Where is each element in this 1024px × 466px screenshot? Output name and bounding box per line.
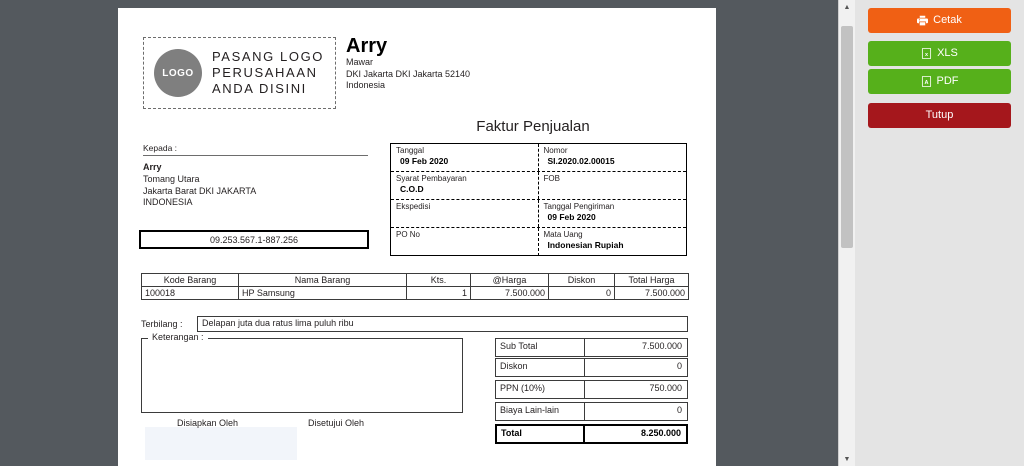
npwp-value: 09.253.567.1-887.256 (209, 234, 299, 245)
column-header-total-harga: Total Harga (615, 274, 689, 287)
export-pdf-button-label: PDF (936, 75, 959, 87)
bill-to-label: Kepada : (143, 143, 178, 153)
company-address-line-2: DKI Jakarta DKI Jakarta 52140 (346, 68, 471, 79)
column-header-kode-barang: Kode Barang (142, 274, 239, 287)
meta-label: Tanggal Pengiriman (543, 202, 615, 211)
logo-prompt-line-1: PASANG LOGO (212, 49, 324, 64)
grand-total-label: Total (495, 424, 585, 444)
meta-row (391, 172, 686, 200)
meta-value: SI.2020.02.00015 (547, 156, 615, 166)
invoice-meta-table (390, 143, 687, 256)
meta-cell-fob (539, 172, 687, 199)
close-button[interactable] (868, 103, 1011, 128)
meta-value: Indonesian Rupiah (547, 240, 624, 250)
meta-label: Ekspedisi (396, 202, 431, 211)
bill-to-line-3: INDONESIA (143, 197, 193, 207)
logo-circle-label: LOGO (162, 67, 194, 79)
action-panel (855, 0, 1024, 466)
terbilang-row (141, 316, 688, 332)
preview-vertical-scrollbar[interactable] (838, 0, 855, 466)
logo-prompt-line-3: ANDA DISINI (212, 81, 307, 96)
meta-cell-tanggal-pengiriman (539, 200, 687, 227)
bill-to-divider (143, 155, 368, 156)
meta-cell-syarat-pembayaran (391, 172, 539, 199)
file-excel-icon (921, 48, 932, 59)
scroll-up-arrow-icon[interactable]: ▲ (843, 3, 851, 11)
keterangan-legend: Keterangan : (148, 332, 208, 342)
meta-label: Tanggal (396, 146, 425, 155)
signature-highlight (145, 427, 297, 460)
table-row (142, 287, 689, 300)
totals-row-ppn (495, 380, 688, 399)
printer-icon (917, 15, 928, 26)
column-header-nama-barang: Nama Barang (239, 274, 407, 287)
logo-circle-icon (154, 49, 202, 97)
column-header-diskon: Diskon (549, 274, 615, 287)
bill-to-name: Arry (143, 162, 162, 172)
totals-label: Sub Total (495, 338, 585, 357)
meta-row (391, 228, 686, 256)
meta-label: Mata Uang (543, 230, 583, 239)
cell-nama-barang: HP Samsung (239, 287, 407, 300)
totals-row-sub-total (495, 338, 688, 357)
bill-to-block (143, 143, 368, 209)
terbilang-label: Terbilang : (141, 319, 183, 329)
totals-label: PPN (10%) (495, 380, 585, 399)
grand-total-value: 8.250.000 (585, 424, 688, 444)
column-header-kts: Kts. (407, 274, 471, 287)
scroll-down-arrow-icon[interactable]: ▼ (843, 455, 851, 463)
meta-value: 09 Feb 2020 (547, 212, 596, 222)
document-title: Faktur Penjualan (476, 118, 590, 135)
terbilang-value: Delapan juta dua ratus lima puluh ribu (197, 316, 688, 332)
logo-prompt-text (212, 49, 324, 97)
meta-value: 09 Feb 2020 (400, 156, 449, 166)
meta-cell-ekspedisi (391, 200, 539, 227)
meta-label: Syarat Pembayaran (396, 174, 467, 183)
totals-value: 750.000 (585, 380, 688, 399)
meta-row (391, 144, 686, 172)
meta-cell-po-no (391, 228, 539, 256)
file-pdf-icon (921, 76, 932, 87)
keterangan-box (141, 332, 463, 413)
close-button-label: Tutup (925, 109, 954, 121)
npwp-box (139, 230, 369, 249)
export-pdf-button[interactable] (868, 69, 1011, 94)
totals-row-diskon (495, 358, 688, 377)
totals-table (495, 338, 688, 445)
cell-kode-barang: 100018 (142, 287, 239, 300)
logo-placeholder[interactable] (143, 37, 336, 109)
signature-prepared-by-label: Disiapkan Oleh (177, 418, 239, 428)
table-header-row (142, 274, 689, 287)
cell-total-harga: 7.500.000 (615, 287, 689, 300)
invoice-paper (118, 8, 716, 466)
letterhead (143, 37, 693, 117)
meta-cell-mata-uang (539, 228, 687, 256)
totals-value: 7.500.000 (585, 338, 688, 357)
svg-text:A: A (924, 79, 928, 86)
export-xls-button[interactable] (868, 41, 1011, 66)
scrollbar-thumb[interactable] (841, 26, 853, 248)
logo-prompt-line-2: PERUSAHAAN (212, 65, 318, 80)
svg-text:x: x (925, 51, 929, 58)
totals-label: Biaya Lain-lain (495, 402, 585, 421)
export-xls-button-label: XLS (937, 47, 958, 59)
company-address-line-1: Mawar (346, 57, 374, 67)
meta-label: FOB (543, 174, 560, 183)
print-button-label: Cetak (933, 14, 962, 26)
signature-approved-by-label: Disetujui Oleh (308, 418, 365, 428)
totals-value: 0 (585, 358, 688, 377)
bill-to-line-2: Jakarta Barat DKI JAKARTA (143, 185, 257, 196)
meta-cell-nomor (539, 144, 687, 171)
company-address-line-3: Indonesia (346, 80, 386, 90)
cell-kts: 1 (407, 287, 471, 300)
totals-value: 0 (585, 402, 688, 421)
totals-row-biaya-lain-lain (495, 402, 688, 421)
meta-row (391, 200, 686, 228)
invoice-sheet (118, 8, 716, 466)
column-header-harga: @Harga (471, 274, 549, 287)
totals-label: Diskon (495, 358, 585, 377)
bill-to-line-1: Tomang Utara (143, 174, 200, 184)
print-button[interactable] (868, 8, 1011, 33)
meta-cell-tanggal (391, 144, 539, 171)
meta-label: PO No (396, 230, 421, 239)
company-block (346, 35, 576, 92)
line-items-table (141, 273, 689, 300)
meta-label: Nomor (543, 146, 568, 155)
cell-harga: 7.500.000 (471, 287, 549, 300)
company-name: Arry (346, 35, 388, 57)
totals-row-grand-total (495, 424, 688, 444)
meta-value: C.O.D (400, 184, 424, 194)
cell-diskon: 0 (549, 287, 615, 300)
